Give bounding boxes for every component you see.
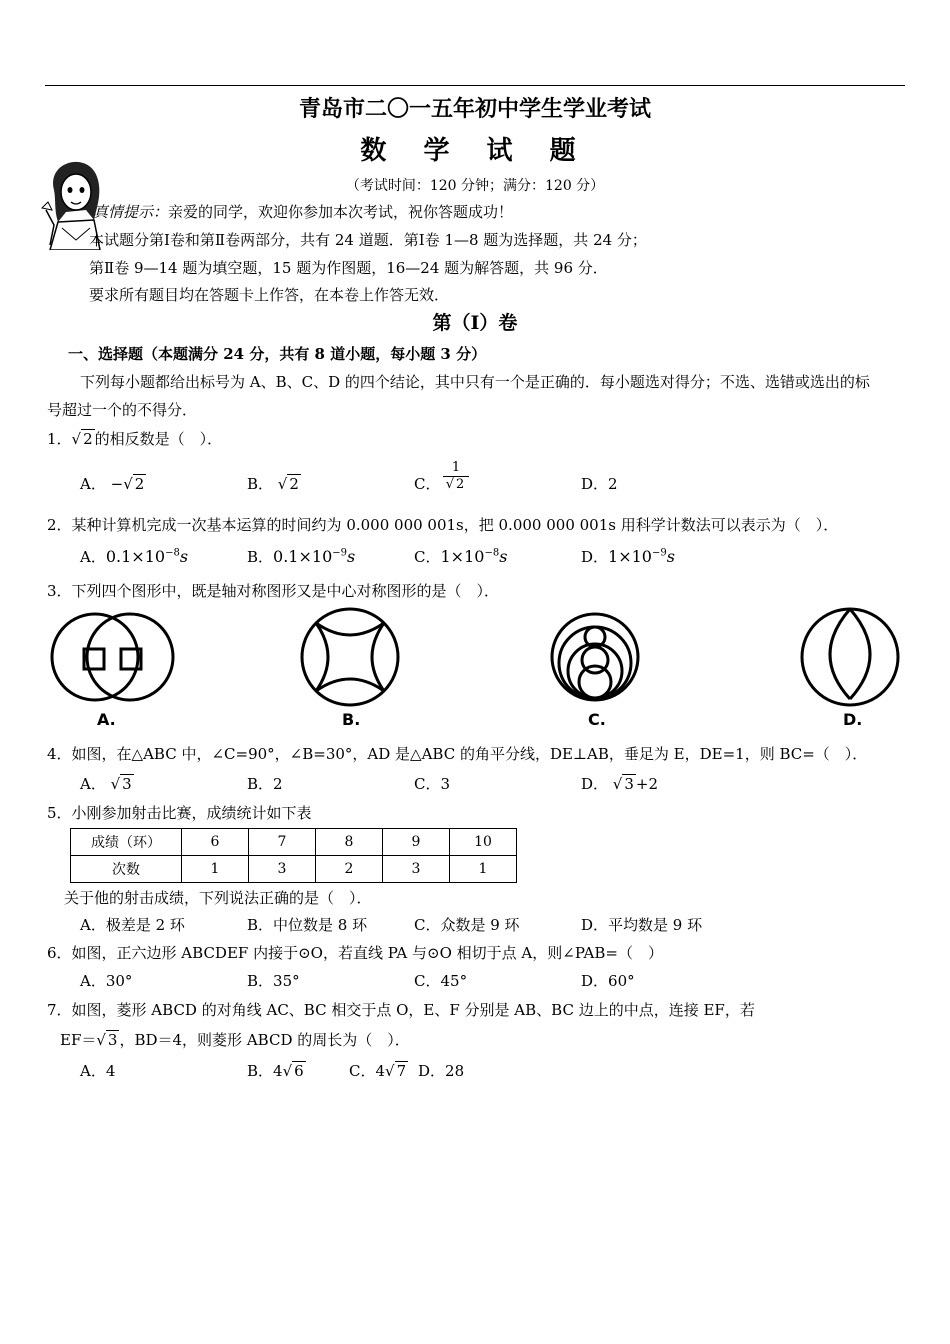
- instructions-line-2: 号超过一个的不得分．: [47, 401, 198, 419]
- q6-option-a: A．30°: [80, 972, 133, 990]
- q7-option-d: D．28: [418, 1062, 465, 1080]
- q4-option-b: B．2: [247, 775, 283, 793]
- q1-option-b: B． √ 2: [247, 475, 299, 493]
- q1-option-d: D．2: [581, 475, 618, 493]
- q1-option-c-fraction: 1 √ 2: [443, 460, 469, 493]
- q4-option-a: A． √ 3: [80, 775, 132, 793]
- q2-option-c: C．$1\times 10^{-8}s$: [414, 547, 508, 566]
- exam-subject-title: 数 学 试 题: [360, 136, 590, 166]
- figure-a: [52, 614, 173, 700]
- notes-line-1: 本试题分第Ⅰ卷和第Ⅱ卷两部分，共有 24 道题．第Ⅰ卷 1—8 题为选择题，共 24 分；: [89, 231, 647, 249]
- question-7: 7．如图，菱形 ABCD 的对角线 AC、BC 相交于点 O，E、F 分别是 AB、BC 边上的中点，连接 EF，若: [47, 1001, 755, 1019]
- q5-option-b: B．中位数是 8 环: [247, 916, 368, 934]
- figure-b: [302, 609, 398, 705]
- q7-option-a: A．4: [80, 1062, 116, 1080]
- q6-option-c: C．45°: [414, 972, 468, 990]
- score-table: [70, 828, 517, 883]
- question-6: 6．如图，正六边形 ABCDEF 内接于⊙O，若直线 PA 与⊙O 相切于点 A，则∠PAB=（ ）: [47, 944, 663, 962]
- tip-line: [93, 201, 513, 222]
- q4-option-d: D． √ 3 +2: [581, 775, 659, 793]
- q2-option-d: D．$1\times 10^{-9}s$: [581, 547, 675, 566]
- top-rule: [45, 85, 905, 86]
- figure-d-label: D.: [843, 710, 863, 729]
- question-1: 1．√ 2 的相反数是（ ）．: [47, 430, 223, 448]
- q4-option-c: C．3: [414, 775, 451, 793]
- tip-text: 亲爱的同学，欢迎你参加本次考试，祝你答题成功！: [168, 203, 514, 221]
- section-heading: 一、选择题（本题满分 24 分，共有 8 道小题，每小题 3 分）: [68, 345, 487, 363]
- q5-option-d: D．平均数是 9 环: [581, 916, 703, 934]
- figure-c: [552, 614, 638, 700]
- notes-line-3: 要求所有题目均在答题卡上作答，在本卷上作答无效．: [89, 286, 450, 304]
- question-5-prompt: 关于他的射击成绩，下列说法正确的是（ ）．: [64, 889, 372, 907]
- question-7-line-2: EF＝√ 3 ，BD＝4，则菱形 ABCD 的周长为（ ）．: [60, 1031, 410, 1049]
- figure-a-label: A.: [97, 710, 116, 729]
- q6-option-b: B．35°: [247, 972, 300, 990]
- q7-option-b: B．4√ 6: [247, 1062, 304, 1080]
- question-3: 3．下列四个图形中，既是轴对称图形又是中心对称图形的是（ ）．: [47, 582, 500, 600]
- figure-c-label: C.: [588, 710, 606, 729]
- q3-figures: [40, 605, 920, 730]
- q1-option-a: A． −√ 2: [80, 475, 145, 493]
- question-4: 4．如图，在△ABC 中，∠C=90°，∠B=30°，AD 是△ABC 的角平分线，DE⊥AB，垂足为 E，DE=1，则 BC=（ ）．: [47, 745, 868, 763]
- tip-label: 真情提示：: [93, 203, 169, 221]
- q2-option-a: A．$0.1\times 10^{-8}s$: [80, 547, 189, 566]
- exam-title: 青岛市二〇一五年初中学生学业考试: [298, 96, 651, 122]
- instructions-line-1: 下列每小题都给出标号为 A、B、C、D 的四个结论，其中只有一个是正确的．每小题选对得分；不选、选错或选出的标: [80, 373, 870, 391]
- figure-b-label: B.: [342, 710, 361, 729]
- notes-line-2: 第Ⅱ卷 9—14 题为填空题，15 题为作图题，16—24 题为解答题，共 96 分．: [89, 259, 608, 277]
- table-row: 次数 1 3 2 3 1: [71, 856, 517, 883]
- question-5: 5．小刚参加射击比赛，成绩统计如下表: [47, 804, 312, 822]
- q1-option-c: C．: [414, 475, 441, 493]
- exam-info: （考试时间：120 分钟；满分：120 分）: [345, 178, 605, 194]
- table-row: 成绩（环） 6 7 8 9 10: [71, 829, 517, 856]
- question-2: 2．某种计算机完成一次基本运算的时间约为 0.000 000 001s，把 0.000 000 001s 用科学计数法可以表示为（ ）．: [47, 516, 839, 534]
- q2-option-b: B．$0.1\times 10^{-9}s$: [247, 547, 356, 566]
- q6-option-d: D．60°: [581, 972, 635, 990]
- figure-d: [802, 609, 898, 705]
- q5-option-a: A．极差是 2 环: [80, 916, 185, 934]
- q7-option-c: C．4√ 7: [349, 1062, 407, 1080]
- section-title: 第（Ⅰ）卷: [432, 312, 518, 334]
- q5-option-c: C．众数是 9 环: [414, 916, 520, 934]
